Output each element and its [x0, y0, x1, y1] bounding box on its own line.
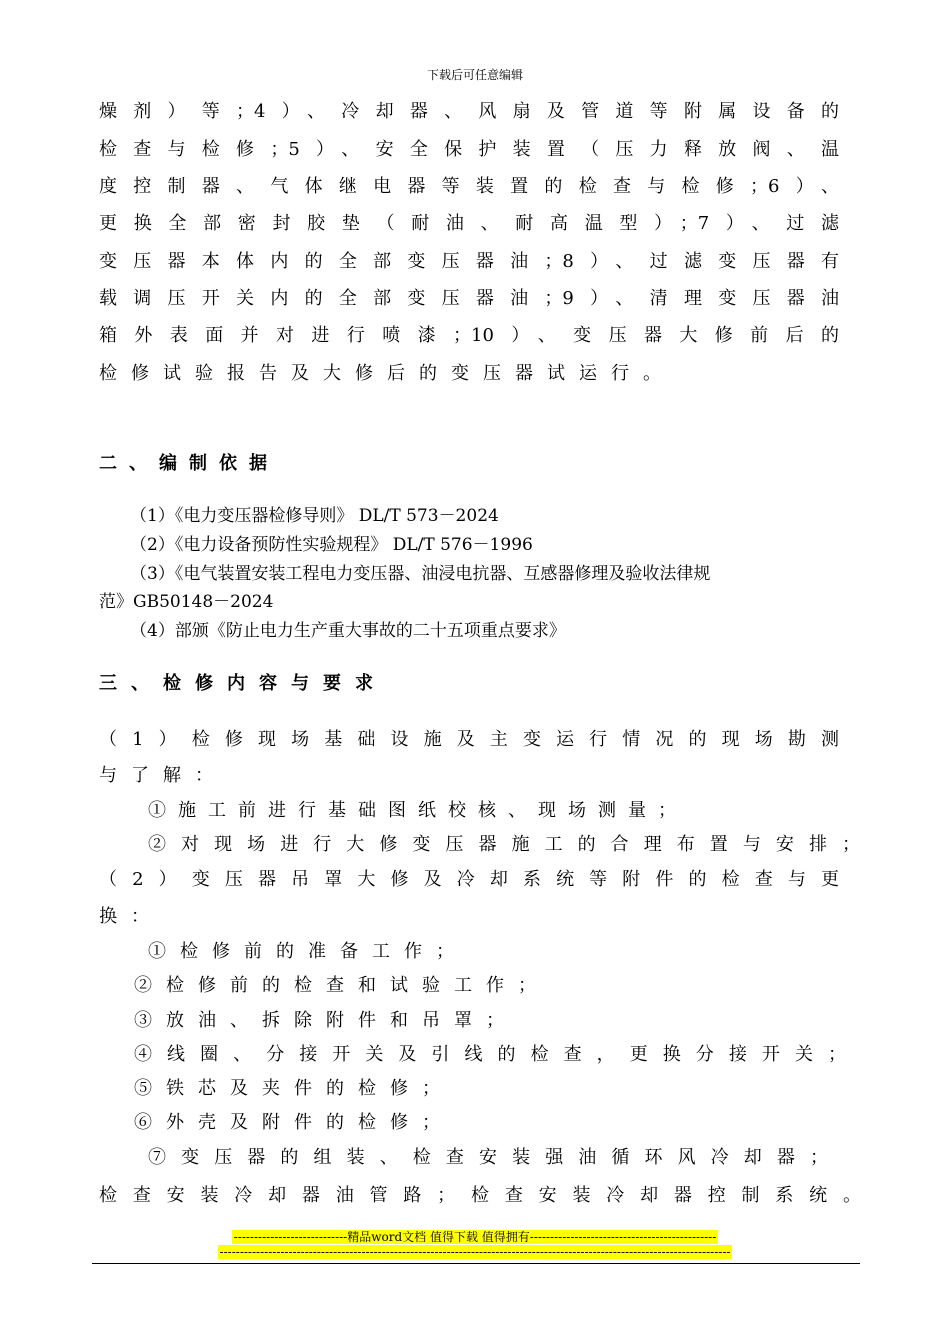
page-header: 下载后可任意编辑: [426, 68, 523, 82]
content-line: ①施工前进行基础图纸校核、现场测量；: [148, 800, 688, 821]
intro-line: 载调压开关内的全部变压器油；9）、清理变压器油: [99, 288, 839, 309]
footer-divider: [92, 1263, 860, 1264]
content-line: 检查安装冷却器油管路；检查安装冷却器控制系统。: [99, 1185, 861, 1206]
content-line: ①检修前的准备工作；: [148, 941, 468, 962]
reference-item: （3）《电气装置安装工程电力变压器、油浸电抗器、互感器修理及验收法律规: [130, 564, 711, 584]
intro-line: 检修试验报告及大修后的变压器试运行。: [99, 363, 675, 384]
content-line: ②对现场进行大修变压器施工的合理布置与安排；: [148, 834, 860, 855]
content-line: （1）检修现场基础设施及主变运行情况的现场勘测: [99, 729, 839, 750]
footer-dashes-text: ------------------------------------------------------------------------------------------------------------------------------: [219, 1245, 731, 1259]
content-line: ⑥外壳及附件的检修；: [134, 1112, 454, 1133]
content-line: ④线圈、分接开关及引线的检查，更换分接开关；: [134, 1044, 846, 1065]
content-line: 与了解：: [99, 765, 227, 786]
content-line: ③放油、拆除附件和吊罩；: [134, 1010, 518, 1031]
footer-banner: [0, 1230, 950, 1244]
intro-line: 检查与检修；5）、安全保护装置（压力释放阀、温: [99, 139, 839, 160]
intro-line: 箱外表面并对进行喷漆；10）、变压器大修前后的: [99, 325, 839, 346]
content-line: （2）变压器吊罩大修及冷却系统等附件的检查与更: [99, 869, 839, 890]
intro-line: 变压器本体内的全部变压器油；8）、过滤变压器有: [99, 251, 839, 272]
reference-item: （1）《电力变压器检修导则》 DL/T 573－2024: [130, 506, 499, 526]
footer-banner-text: ----------------------------精品word文档 值得下载 值得拥有----------------------------------------------: [233, 1230, 717, 1244]
content-line: 换：: [99, 906, 163, 927]
reference-item-cont: 范》GB50148－2024: [99, 592, 274, 612]
section-heading-content: 三、检修内容与要求: [99, 673, 387, 694]
reference-item: （2）《电力设备预防性实验规程》 DL/T 576－1996: [130, 535, 533, 555]
content-line: ⑤铁芯及夹件的检修；: [134, 1078, 454, 1099]
intro-line: 度控制器、气体继电器等装置的检查与检修；6）、: [99, 176, 839, 197]
content-line: ⑦变压器的组装、检查安装强油循环风冷却器；: [148, 1147, 828, 1168]
content-line: ②检修前的检查和试验工作；: [134, 975, 550, 996]
section-heading-basis: 二、编制依据: [99, 453, 279, 474]
intro-line: 燥剂）等；4）、冷却器、风扇及管道等附属设备的: [99, 101, 839, 122]
reference-item: （4）部颁《防止电力生产重大事故的二十五项重点要求》: [130, 621, 566, 641]
intro-line: 更换全部密封胶垫（耐油、耐高温型）；7）、过滤: [99, 213, 839, 234]
footer-dashes: [0, 1245, 950, 1259]
